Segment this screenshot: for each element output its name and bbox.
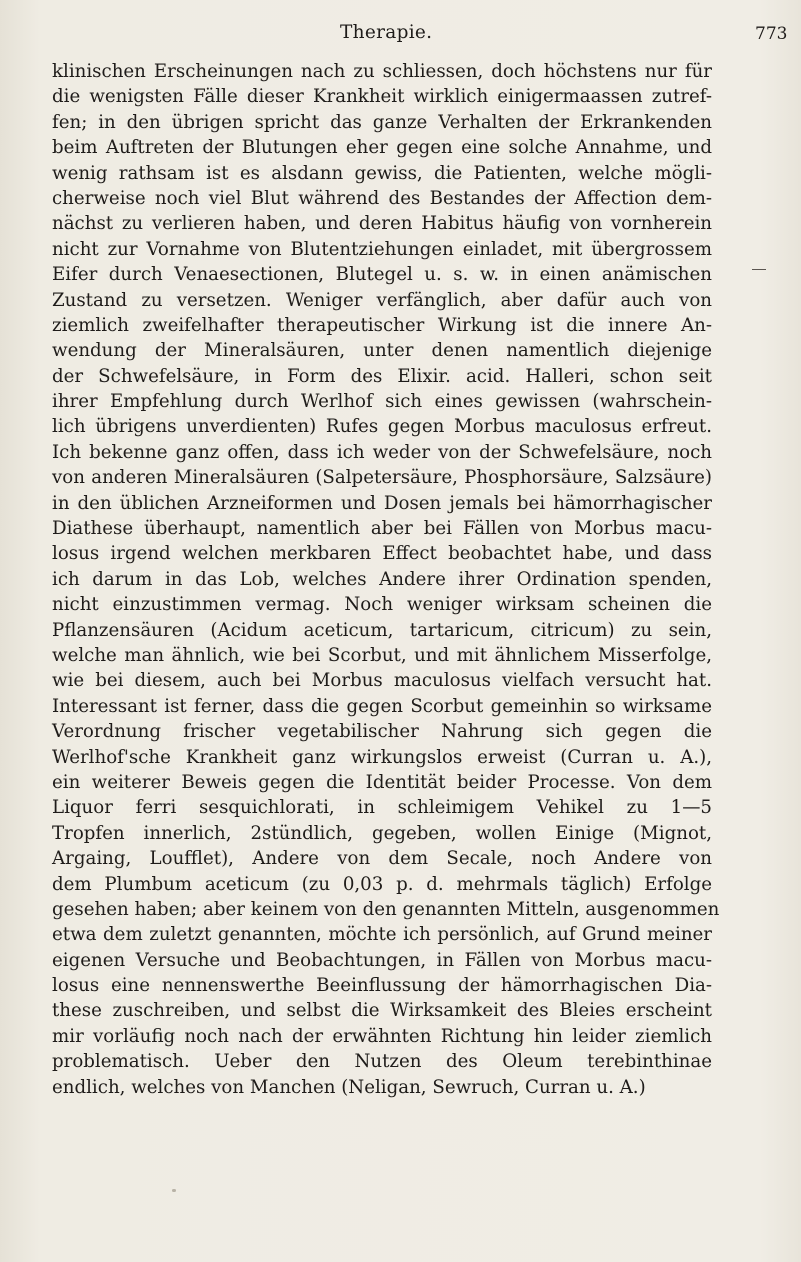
text-line: endlich, welches von Manchen (Neligan, Sewruch, Curran u. A.) (52, 1076, 646, 1098)
text-line: ein weiterer Beweis gegen die Identität beider Processe. Von dem (52, 771, 712, 793)
text-line: wie bei diesem, auch bei Morbus maculosus vielfach versucht hat. (52, 670, 712, 692)
text-line: in den üblichen Arzneiformen und Dosen jemals bei hämorrhagischer (52, 492, 712, 514)
text-line: Tropfen innerlich, 2stündlich, gegeben, wollen Einige (Mignot, (52, 822, 712, 844)
text-line: losus irgend welchen merkbaren Effect beobachtet habe, und dass (52, 543, 712, 565)
text-line: these zuschreiben, und selbst die Wirksamkeit des Bleies erscheint (52, 1000, 712, 1022)
text-line: problematisch. Ueber den Nutzen des Oleum terebinthinae (52, 1051, 712, 1073)
text-line: dem Plumbum aceticum (zu 0,03 p. d. mehrmals täglich) Erfolge (52, 873, 712, 895)
text-line: die wenigsten Fälle dieser Krankheit wirklich einigermaassen zutref- (52, 86, 712, 108)
text-line: etwa dem zuletzt genannten, möchte ich persönlich, auf Grund meiner (52, 924, 712, 946)
text-line: nächst zu verlieren haben, und deren Habitus häufig von vornherein (52, 213, 712, 235)
text-line: nicht zur Vornahme von Blutentziehungen einladet, mit übergrossem (52, 238, 712, 260)
text-line: ich darum in das Lob, welches Andere ihrer Ordination spenden, (52, 568, 712, 590)
text-line: Interessant ist ferner, dass die gegen Scorbut gemeinhin so wirksame (52, 695, 712, 717)
text-line: beim Auftreten der Blutungen eher gegen eine solche Annahme, und (52, 137, 712, 159)
text-line: mir vorläufig noch nach der erwähnten Richtung hin leider ziemlich (52, 1025, 712, 1047)
text-line: losus eine nennenswerthe Beeinflussung der hämorrhagischen Dia- (52, 975, 712, 997)
text-line: Werlhof'sche Krankheit ganz wirkungslos erweist (Curran u. A.), (52, 746, 712, 768)
page-header (0, 22, 801, 48)
text-line: Eifer durch Venaesectionen, Blutegel u. s. w. in einen anämischen (52, 264, 712, 286)
text-line: Liquor ferri sesquichlorati, in schleimigem Vehikel zu 1—5 (52, 797, 712, 819)
text-line: der Schwefelsäure, in Form des Elixir. acid. Halleri, schon seit (52, 365, 712, 387)
text-line: wenig rathsam ist es alsdann gewiss, die Patienten, welche mögli- (52, 162, 712, 184)
text-line: welche man ähnlich, wie bei Scorbut, und mit ähnlichem Misserfolge, (52, 644, 712, 666)
text-line: Zustand zu versetzen. Weniger verfänglich, aber dafür auch von (52, 289, 712, 311)
text-line: ziemlich zweifelhafter therapeutischer Wirkung ist die innere An- (52, 314, 712, 336)
text-line: Verordnung frischer vegetabilischer Nahrung sich gegen die (52, 721, 712, 743)
text-line: wendung der Mineralsäuren, unter denen namentlich diejenige (52, 340, 712, 362)
text-line: von anderen Mineralsäuren (Salpetersäure, Phosphorsäure, Salzsäure) (52, 467, 712, 489)
text-line: fen; in den übrigen spricht das ganze Verhalten der Erkrankenden (52, 111, 712, 133)
text-line: Diathese überhaupt, namentlich aber bei Fällen von Morbus macu- (52, 518, 712, 540)
margin-mark (752, 269, 766, 270)
text-line: nicht einzustimmen vermag. Noch weniger wirksam scheinen die (52, 594, 712, 616)
text-line: klinischen Erscheinungen nach zu schliessen, doch höchstens nur für (52, 61, 712, 82)
text-line: eigenen Versuche und Beobachtungen, in Fällen von Morbus macu- (52, 949, 712, 971)
paper-spot (172, 1189, 176, 1192)
text-line: ihrer Empfehlung durch Werlhof sich eines gewissen (wahrschein- (52, 391, 712, 413)
text-line: Ich bekenne ganz offen, dass ich weder von der Schwefelsäure, noch (52, 441, 712, 463)
text-line: cherweise noch viel Blut während des Bestandes der Affection dem- (52, 187, 712, 209)
text-line: Argaing, Loufflet), Andere von dem Secale, noch Andere von (52, 848, 712, 870)
page-number: 773 (755, 24, 788, 44)
text-line: lich übrigens unverdienten) Rufes gegen Morbus maculosus erfreut. (52, 416, 712, 438)
running-head: Therapie. (340, 22, 433, 43)
text-line: gesehen haben; aber keinem von den genannten Mitteln, ausgenommen (52, 898, 720, 920)
text-line: Pflanzensäuren (Acidum aceticum, tartaricum, citricum) zu sein, (52, 619, 712, 641)
body-text (52, 59, 720, 1100)
